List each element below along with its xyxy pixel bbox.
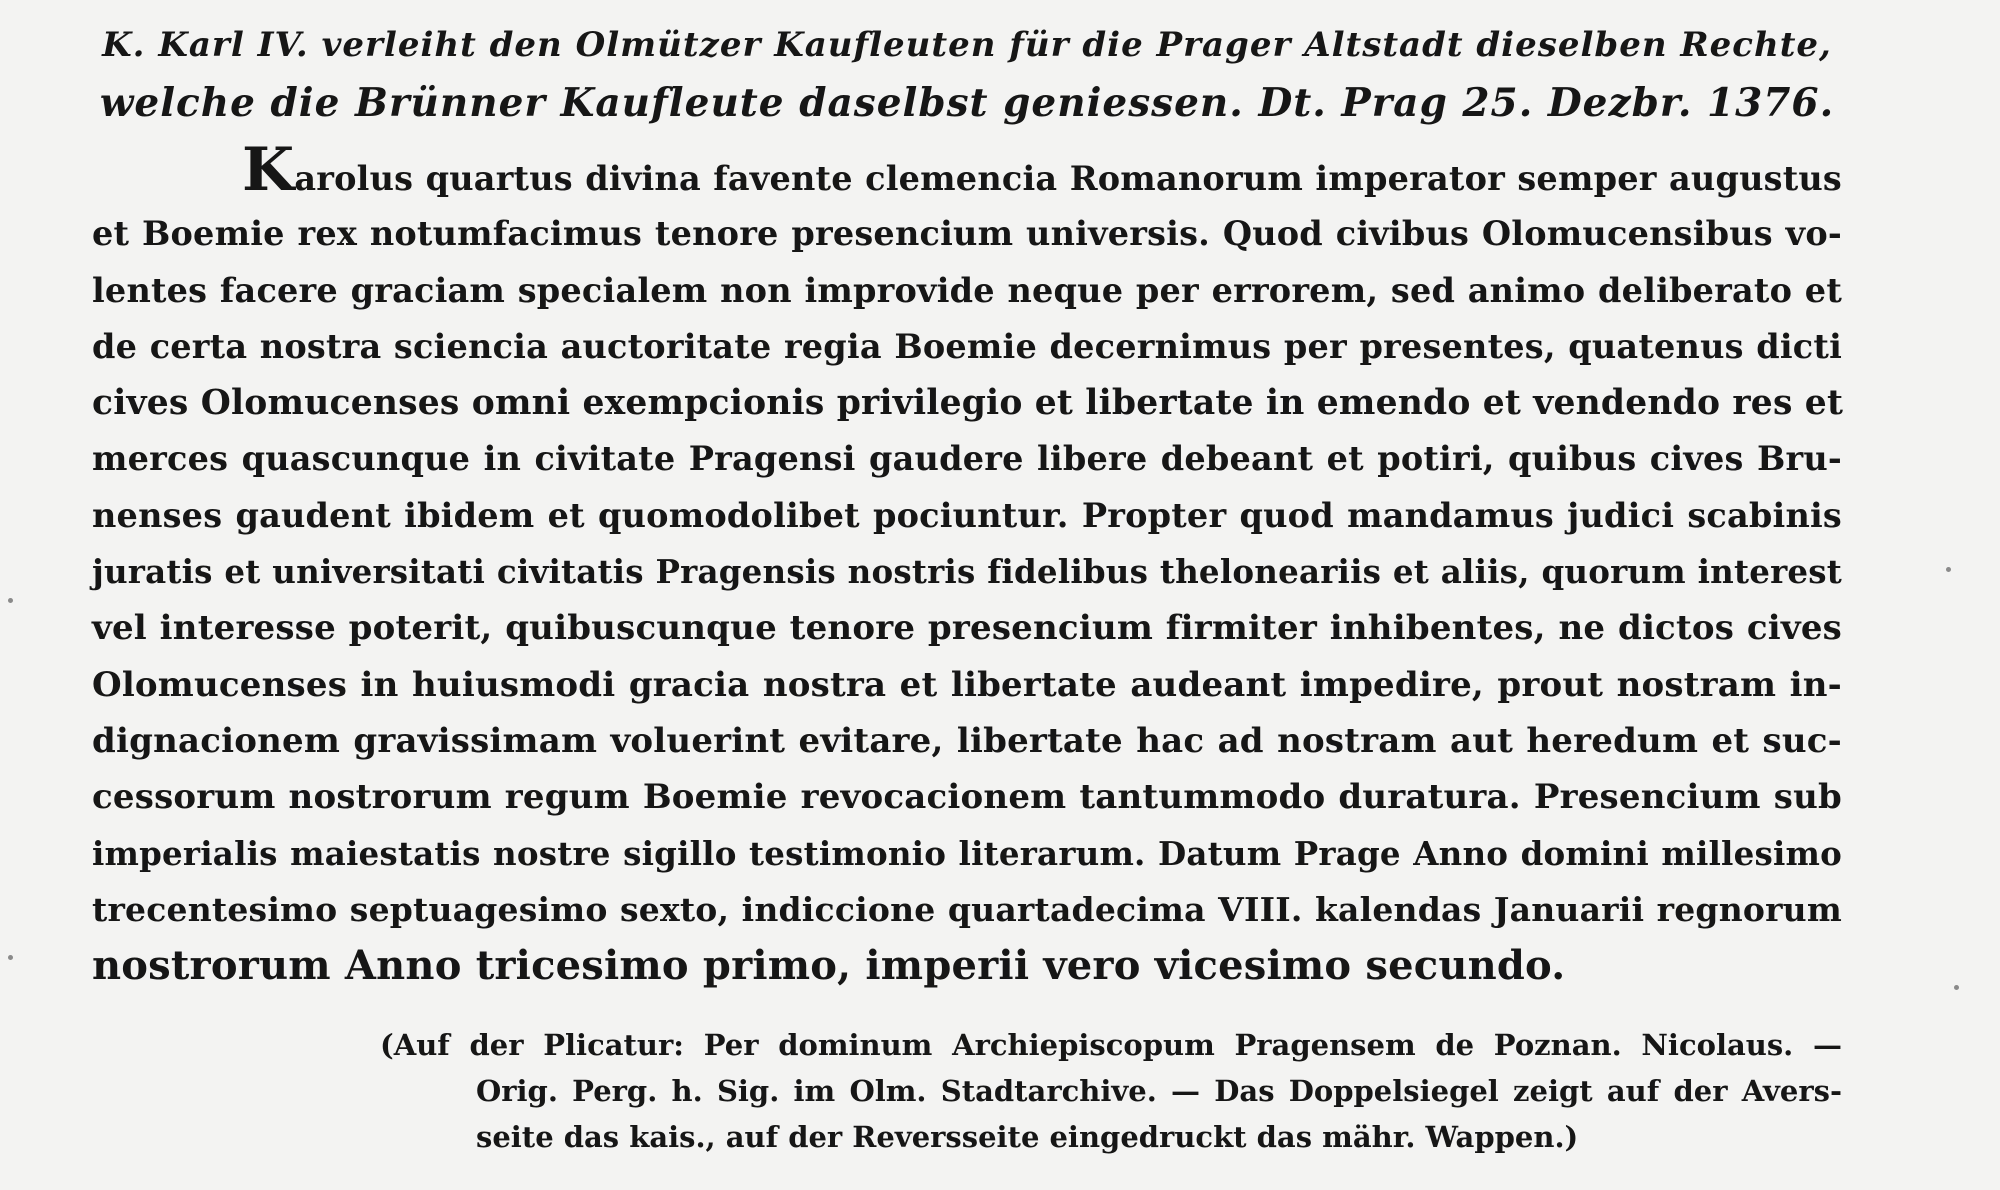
text-line: de certa nostra sciencia auctoritate regia Boemie decernimus per presentes, quatenus dicti <box>92 326 1842 366</box>
paper-speck <box>1954 985 1959 990</box>
text-line: Olomucenses in huiusmodi gracia nostra et libertate audeant impedire, prout nostram in- <box>92 664 1842 705</box>
text-line: cives Olomucenses omni exempcionis privilegio et libertate in emendo et vendendo res et <box>92 383 1844 424</box>
text-line-content: arolus quartus divina favente clemencia Romanorum imperator semper augustus <box>294 159 1842 198</box>
text-line: et Boemie rex notumfacimus tenore presencium universis. Quod civibus Olomucensibus vo- <box>92 214 1842 254</box>
note-line: (Auf der Plicatur: Per dominum Archiepiscopum Pragensem de Poznan. Nicolaus. — <box>380 1028 1842 1062</box>
charter-text <box>92 135 1844 994</box>
text-line: nostrorum Anno tricesimo primo, imperii vero vicesimo secundo. <box>92 942 1566 990</box>
paper-speck <box>1946 567 1951 572</box>
heading-line-2: welche die Brünner Kaufleute daselbst geniessen. Dt. Prag 25. Dezbr. 1376. <box>99 80 1835 126</box>
text-line: juratis et universitati civitatis Pragensis nostris fidelibus theloneariis et aliis, quorum interest <box>92 552 1842 592</box>
text-line: nenses gaudent ibidem et quomodolibet pociuntur. Propter quod mandamus judici scabinis <box>92 495 1842 535</box>
archival-note <box>380 1022 1842 1160</box>
heading-line-1: K. Karl IV. verleiht den Olmützer Kaufleuten für die Prager Altstadt dieselben Rechte, <box>102 25 1832 65</box>
text-line: trecentesimo septuagesimo sexto, indiccione quartadecima VIII. kalendas Januarii regnorum <box>92 889 1842 929</box>
text-line: dignacionem gravissimam voluerint evitare, libertate hac ad nostram aut heredum et suc- <box>92 720 1842 761</box>
drop-cap: K <box>242 135 295 205</box>
text-line: merces quascunque in civitate Pragensi gaudere libere debeant et potiri, quibus cives Bru- <box>92 439 1842 479</box>
text-line: imperialis maiestatis nostre sigillo testimonio literarum. Datum Prage Anno domini millesimo <box>92 833 1842 873</box>
text-line: vel interesse poterit, quibuscunque tenore presencium firmiter inhibentes, ne dictos cives <box>92 608 1842 649</box>
text-line: cessorum nostrorum regum Boemie revocacionem tantummodo duratura. Presencium sub <box>92 777 1842 818</box>
note-line: seite das kais., auf der Reversseite eingedruckt das mähr. Wappen.) <box>476 1120 1579 1154</box>
note-line: Orig. Perg. h. Sig. im Olm. Stadtarchive. — Das Doppelsiegel zeigt auf der Avers- <box>476 1074 1842 1108</box>
paper-speck <box>8 598 13 603</box>
text-line <box>92 135 1842 206</box>
paper-speck <box>8 955 13 960</box>
document-heading <box>92 16 1842 132</box>
text-line: lentes facere graciam specialem non improvide neque per errorem, sed animo deliberato et <box>92 270 1842 310</box>
